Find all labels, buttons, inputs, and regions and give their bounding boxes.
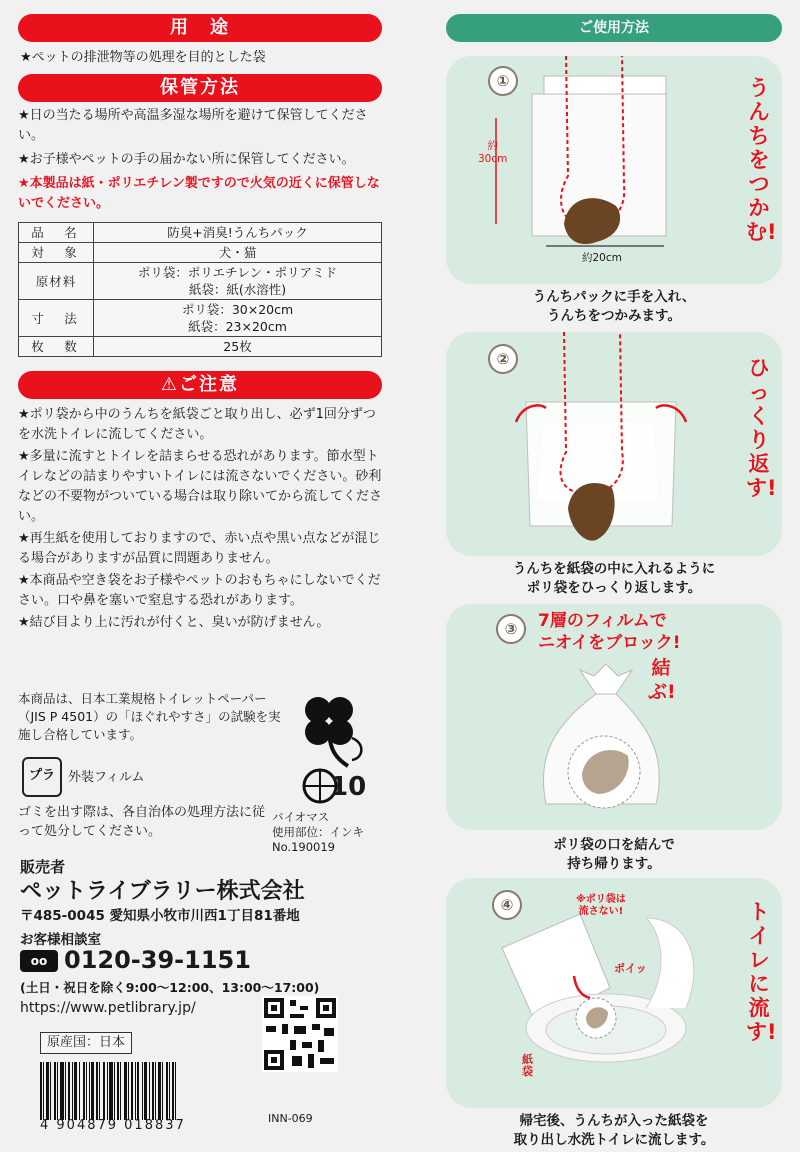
caution-item: ★多量に流すとトイレを詰まらせる恐れがあります。節水型トイレなどの詰まりやすいトイレには流さないでください。砂利などの不要物がついている場合は取り除いてから流してください。	[18, 449, 383, 524]
biomass-info	[272, 810, 392, 855]
barcode-number: 4 904879 018837	[40, 1118, 186, 1133]
spec-key: 原材料	[19, 263, 94, 300]
caution-list	[18, 405, 382, 633]
dim-horizontal: 約20cm	[582, 252, 622, 264]
spec-value-line: 紙袋：23×20cm	[188, 319, 287, 334]
jis-note: 本商品は、日本工業規格トイレットペーパー（JIS P 4501）の「ほぐれやすさ」の試験を実施し合格しています。	[18, 691, 281, 742]
step-2-illustration	[446, 332, 782, 556]
spec-value-line: 紙袋：紙(水溶性)	[188, 282, 287, 297]
seller-name: ペットライブラリー株式会社	[20, 879, 305, 904]
caption-line: 取り出し水洗トイレに流します。	[513, 1132, 715, 1148]
storage-heading: 保管方法	[18, 74, 382, 102]
step-4-poi: ポイッ	[614, 962, 647, 975]
caption-line: うんちをつかみます。	[547, 308, 681, 324]
spec-key: 枚 数	[19, 337, 94, 357]
usage-text: ★ペットの排泄物等の処理を目的とした袋	[20, 50, 266, 65]
headline-line: ニオイをブロック!	[538, 633, 681, 653]
storage-warning: ★本製品は紙・ポリエチレン製ですので火気の近くに保管しないでください。	[18, 176, 380, 211]
biomass-number: 10	[330, 772, 367, 802]
note-line: ※ポリ袋は	[576, 894, 626, 905]
biomass-line: No.190019	[272, 840, 335, 854]
caution-heading: ⚠ご注意	[18, 371, 382, 399]
note-line: 流さない!	[578, 906, 624, 917]
step-2-side-text: ひっくり返す!	[746, 356, 777, 500]
spec-value	[94, 300, 382, 337]
howto-heading: ご使用方法	[446, 14, 782, 42]
free-dial-icon: oo	[20, 950, 58, 972]
caution-item: ★本商品や空き袋をお子様やペットのおもちゃにしないでください。口や鼻を塞いで窒息する恐れがあります。	[18, 573, 381, 608]
step-4-panel	[446, 878, 782, 1108]
step-4-caption	[446, 1112, 782, 1150]
usage-heading: 用 途	[18, 14, 382, 42]
step-3-side-text: 結ぶ!	[648, 657, 676, 703]
step-4-side-text: トイレに流す!	[746, 900, 777, 1044]
product-code: INN-069	[268, 1112, 313, 1125]
spec-value-line: ポリ袋：ポリエチレン・ポリアミド	[137, 265, 338, 280]
step-3-panel	[446, 604, 782, 830]
table-row	[19, 223, 382, 243]
caption-line: ポリ袋の口を結んで	[553, 837, 675, 853]
right-column	[446, 14, 782, 1148]
spec-value: 防臭+消臭!うんちパック	[94, 223, 382, 243]
spec-table	[18, 222, 382, 357]
website-url[interactable]: https://www.petlibrary.jp/	[20, 1000, 196, 1016]
disposal-note: ゴミを出す際は、各自治体の処理方法に従って処分してください。	[18, 805, 266, 839]
spec-value: 25枚	[94, 337, 382, 357]
caution-item: ★ポリ袋から中のうんちを紙袋ごと取り出し、必ず1回分ずつを水洗トイレに流してください。	[18, 407, 376, 442]
consult-hours: (土日・祝日を除く9:00～12:00、13:00～17:00)	[20, 980, 320, 995]
consult-label: お客様相談室	[20, 932, 101, 948]
biomass-mark	[290, 688, 380, 808]
step-number: ①	[488, 66, 518, 96]
dim-text: 30cm	[478, 153, 508, 165]
biomass-line: バイオマス	[272, 810, 330, 824]
biomass-line: 使用部位：インキ	[272, 825, 364, 839]
step-number: ③	[496, 614, 526, 644]
caption-line: ポリ袋をひっくり返します。	[526, 580, 702, 596]
caption-line: 持ち帰ります。	[567, 856, 661, 872]
step-1-panel	[446, 56, 782, 284]
left-column	[18, 14, 382, 635]
recycle-pla-icon: プラ	[22, 757, 62, 797]
caption-line: うんちパックに手を入れ、	[532, 289, 696, 305]
step-2-caption	[446, 560, 782, 598]
origin-label: 原産国：日本	[40, 1032, 132, 1054]
step-number: ④	[492, 890, 522, 920]
step-2-panel	[446, 332, 782, 556]
phone-number: 0120-39-1151	[64, 946, 251, 974]
storage-item: ★日の当たる場所や高温多湿な場所を避けて保管してください。	[18, 108, 368, 143]
spec-key: 対 象	[19, 243, 94, 263]
step-number: ②	[488, 344, 518, 374]
table-row	[19, 243, 382, 263]
table-row	[19, 300, 382, 337]
step-1-side-text: うんちをつかむ!	[746, 76, 777, 244]
spec-value	[94, 263, 382, 300]
table-row	[19, 263, 382, 300]
step-4-paper-label: 紙袋	[522, 1053, 533, 1078]
caution-item: ★再生紙を使用しておりますので、赤い点や黒い点などが混じる場合がありますが品質に問題ありません。	[18, 531, 381, 566]
spec-key: 品 名	[19, 223, 94, 243]
caption-line: 帰宅後、うんちが入った紙袋を	[519, 1113, 709, 1129]
recycle-label: 外装フィルム	[68, 770, 145, 785]
step-3-caption	[446, 836, 782, 874]
spec-key: 寸 法	[19, 300, 94, 337]
headline-line: 7層のフィルムで	[538, 611, 667, 631]
spec-value-line: ポリ袋：30×20cm	[181, 302, 294, 317]
qr-code-icon[interactable]	[262, 996, 338, 1072]
step-4-note	[576, 894, 626, 918]
spec-value: 犬・猫	[94, 243, 382, 263]
caution-item: ★結び目より上に汚れが付くと、臭いが防げません。	[18, 615, 330, 630]
dim-vertical	[478, 140, 507, 166]
caption-line: うんちを紙袋の中に入れるように	[512, 561, 716, 577]
storage-item: ★お子様やペットの手の届かない所に保管してください。	[18, 152, 355, 167]
seller-address: 〒485-0045 愛知県小牧市川西1丁目81番地	[20, 908, 300, 924]
step-3-illustration	[446, 604, 782, 830]
dim-text: 約	[487, 140, 498, 152]
table-row	[19, 337, 382, 357]
step-1-caption	[446, 288, 782, 326]
seller-label: 販売者	[20, 858, 66, 876]
